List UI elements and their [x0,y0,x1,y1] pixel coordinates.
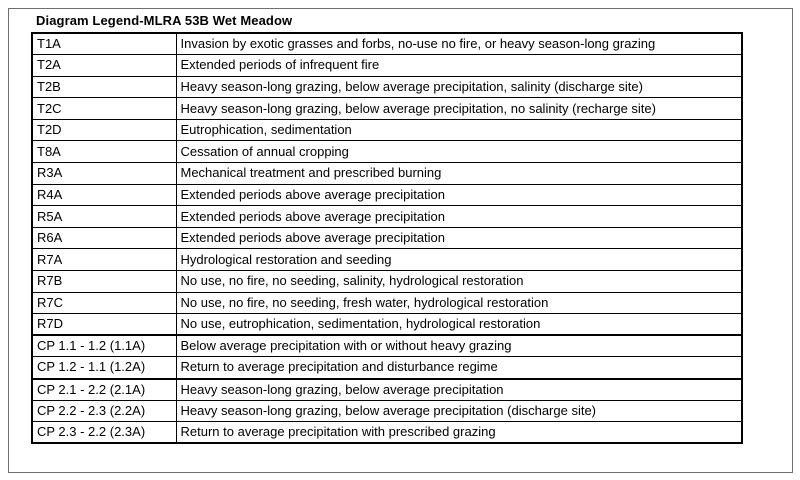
table-row [32,335,742,357]
legend-description: Heavy season-long grazing, below average precipitation, salinity (discharge site) [176,76,742,98]
legend-code: R7A [32,249,176,271]
table-row [32,55,742,77]
legend-description: Heavy season-long grazing, below average precipitation [176,379,742,401]
legend-code: T2A [32,55,176,77]
table-row [32,227,742,249]
legend-code: R4A [32,184,176,206]
table-row [32,271,742,293]
legend-code: CP 1.2 - 1.1 (1.2A) [32,357,176,379]
legend-description: Heavy season-long grazing, below average precipitation, no salinity (recharge site) [176,98,742,120]
legend-description: Hydrological restoration and seeding [176,249,742,271]
legend-description: Mechanical treatment and prescribed burning [176,163,742,185]
legend-description: Extended periods above average precipitation [176,227,742,249]
table-row [32,184,742,206]
table-row [32,206,742,228]
table-row [32,422,742,444]
legend-description: No use, no fire, no seeding, fresh water, hydrological restoration [176,292,742,314]
legend-description: No use, eutrophication, sedimentation, hydrological restoration [176,314,742,336]
legend-code: T1A [32,33,176,55]
legend-description: Extended periods above average precipitation [176,184,742,206]
legend-code: R7B [32,271,176,293]
table-row [32,98,742,120]
legend-description: Return to average precipitation and disturbance regime [176,357,742,379]
table-row [32,379,742,401]
legend-description: Heavy season-long grazing, below average precipitation (discharge site) [176,400,742,422]
table-row [32,249,742,271]
table-row [32,357,742,379]
legend-description: Eutrophication, sedimentation [176,119,742,141]
legend-description: Return to average precipitation with prescribed grazing [176,422,742,444]
legend-title: Diagram Legend-MLRA 53B Wet Meadow [36,13,293,28]
legend-table [31,32,743,444]
legend-code: R6A [32,227,176,249]
legend-code: T8A [32,141,176,163]
table-row [32,119,742,141]
table-row [32,141,742,163]
table-row [32,314,742,336]
legend-description: Extended periods above average precipitation [176,206,742,228]
legend-code: CP 2.3 - 2.2 (2.3A) [32,422,176,444]
legend-code: R7C [32,292,176,314]
legend-code: R5A [32,206,176,228]
legend-code: CP 2.1 - 2.2 (2.1A) [32,379,176,401]
legend-description: Cessation of annual cropping [176,141,742,163]
legend-description: Extended periods of infrequent fire [176,55,742,77]
legend-description: No use, no fire, no seeding, salinity, hydrological restoration [176,271,742,293]
table-row [32,400,742,422]
table-row [32,292,742,314]
legend-code: CP 1.1 - 1.2 (1.1A) [32,335,176,357]
legend-code: R3A [32,163,176,185]
legend-code: R7D [32,314,176,336]
legend-code: T2D [32,119,176,141]
legend-description: Below average precipitation with or without heavy grazing [176,335,742,357]
legend-description: Invasion by exotic grasses and forbs, no-use no fire, or heavy season-long grazing [176,33,742,55]
legend-code: CP 2.2 - 2.3 (2.2A) [32,400,176,422]
legend-code: T2C [32,98,176,120]
legend-code: T2B [32,76,176,98]
table-row [32,33,742,55]
table-row [32,76,742,98]
table-row [32,163,742,185]
